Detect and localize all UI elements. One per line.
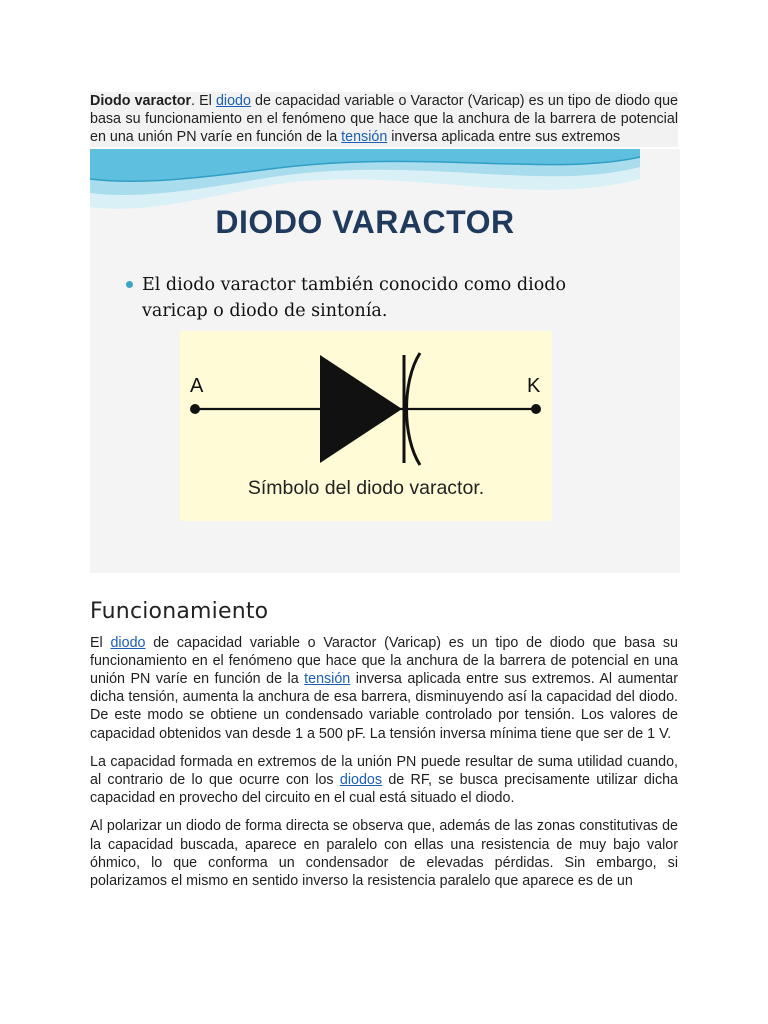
paragraph-1	[90, 634, 678, 743]
paragraph-3: Al polarizar un diodo de forma directa se observa que, además de las zonas constitutivas de la capacidad buscada, aparece en paralelo con ellas una resistencia de muy bajo valor óhmico, lo que conforma un condensador de elevadas pérdidas. Sin embargo, si polarizamos el mismo en sentido inverso la resistencia paralelo que aparece es de un	[90, 818, 678, 890]
cathode-label: K	[527, 374, 541, 397]
intro-text: inversa aplicada entre sus extremos	[387, 129, 621, 146]
intro-text: . El	[191, 93, 216, 109]
paragraph-text: de capacidad variable o Varactor (Varicap) es un tipo de diodo que basa su funcionamiento en el fenómeno que hace que la anchura de la barrera de potencial en una unión PN varíe en función de la	[90, 634, 679, 688]
paragraph-text: El	[90, 634, 111, 651]
slide-title: DIODO VARACTOR	[215, 203, 515, 240]
intro-text: de capacidad variable o Varactor (Varicap) es un tipo de diodo que basa su funcionamiento en el fenómeno que hace que la anchura de la barrera de potencial en una unión PN varíe en función de la	[90, 93, 678, 146]
varactor-symbol-box	[180, 331, 552, 521]
section-heading: Funcionamiento	[90, 598, 269, 624]
paragraph-text: de RF, se busca precisamente utilizar dicha capacidad en provecho del circuito en el cual está situado el diodo.	[90, 772, 679, 807]
bullet-dot	[126, 281, 133, 288]
symbol-caption: Símbolo del diodo varactor.	[247, 476, 485, 499]
link-diodo[interactable]: diodo	[215, 93, 251, 109]
link-tension[interactable]: tensión	[304, 671, 351, 688]
document-content	[90, 92, 678, 900]
link-diodo[interactable]: diodo	[110, 634, 146, 651]
intro-paragraph	[90, 92, 678, 147]
intro-title: Diodo varactor	[90, 93, 192, 109]
paragraph-text: inversa aplicada entre sus extremos. Al aumentar dicha tensión, aumenta la anchura de esa barrera, disminuyendo así la capacidad del diodo. De este modo se obtiene un condensado variable controlado por tensión. Los valores de capacidad obtenidos van desde 1 a 500 pF. La tensión inversa mínima tiene que ser de 1 V.	[90, 671, 678, 742]
slide-image	[90, 149, 680, 573]
slide-bullet	[126, 272, 582, 324]
link-diodos[interactable]: diodos	[339, 772, 383, 789]
anode-label: A	[190, 374, 204, 397]
slide-bullet-text: El diodo varactor también conocido como diodo varicap o diodo de sintonía.	[142, 274, 566, 321]
paragraph-2	[90, 753, 678, 808]
link-tension[interactable]: tensión	[341, 129, 388, 146]
varactor-symbol-icon	[180, 331, 552, 471]
paragraph-text: La capacidad formada en extremos de la unión PN puede resultar de suma utilidad cuando, al contrario de lo que ocurre con los	[90, 753, 678, 789]
